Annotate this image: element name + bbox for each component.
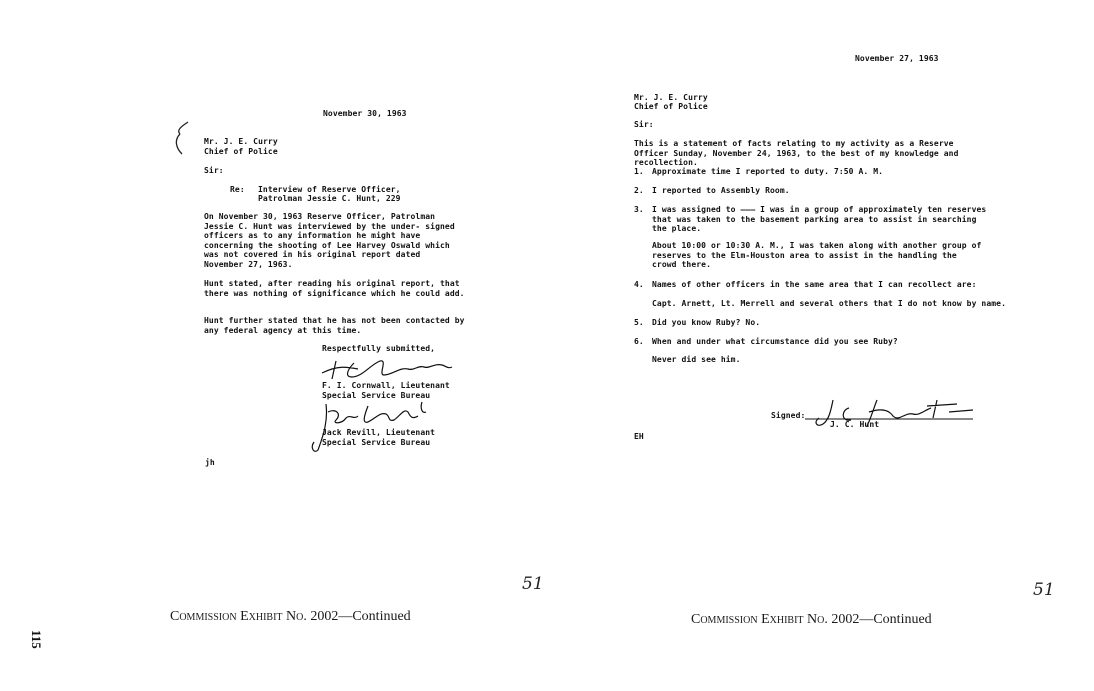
list-item-number: 4. bbox=[634, 280, 644, 289]
right-letter-page bbox=[547, 0, 1094, 691]
list-item-text: I was assigned to ——— I was in a group of approximately ten reserves that was taken to the basement parking area to assist in searching the place. bbox=[652, 205, 987, 233]
list-item-text: Approximate time I reported to duty. 7:50 A. M. bbox=[652, 167, 884, 176]
list-item-number: 6. bbox=[634, 337, 644, 346]
exhibit-caption bbox=[691, 612, 932, 628]
letter-date: November 30, 1963 bbox=[323, 109, 407, 118]
paragraph-3: Hunt further stated that he has not been contacted by any federal agency at this time. bbox=[204, 316, 465, 335]
addressee-title: Chief of Police bbox=[204, 147, 278, 156]
closing: Respectfully submitted, bbox=[322, 344, 436, 353]
signer-2-unit: Special Service Bureau bbox=[322, 438, 431, 447]
list-item-continuation: Never did see him. bbox=[652, 355, 741, 364]
signer-name: J. C. Hunt bbox=[830, 420, 880, 429]
list-item-text: Did you know Ruby? No. bbox=[652, 318, 761, 327]
exhibit-caption bbox=[170, 609, 411, 625]
caption-prefix: Commission Exhibit No. bbox=[170, 609, 307, 624]
signed-label: Signed: bbox=[771, 411, 806, 420]
caption-prefix: Commission Exhibit No. bbox=[691, 612, 828, 627]
signature-cornwall bbox=[318, 355, 458, 383]
typist-initials: jh bbox=[205, 458, 215, 467]
handwritten-page-number: 51 bbox=[1033, 580, 1055, 600]
addressee-title: Chief of Police bbox=[634, 102, 708, 111]
intro-paragraph: This is a statement of facts relating to my activity as a Reserve Officer Sunday, November 24, 1963, to the best of my knowledge and recollection. bbox=[634, 139, 959, 167]
list-item-number: 1. bbox=[634, 167, 644, 176]
re-line-1: Interview of Reserve Officer, bbox=[258, 185, 401, 194]
signer-1-unit: Special Service Bureau bbox=[322, 391, 431, 400]
salutation: Sir: bbox=[634, 120, 654, 129]
caption-suffix: 2002—Continued bbox=[310, 609, 411, 624]
caption-suffix: 2002—Continued bbox=[831, 612, 932, 627]
salutation: Sir: bbox=[204, 166, 224, 175]
list-item-text: Names of other officers in the same area that I can recollect are: bbox=[652, 280, 977, 289]
paragraph-1: On November 30, 1963 Reserve Officer, Patrolman Jessie C. Hunt was interviewed by the under- signed officers as to any information he might have concerning the shooting of Lee Harvey Oswald which was not covered in his original report dated November 27, 1963. bbox=[204, 212, 455, 269]
addressee-name: Mr. J. E. Curry bbox=[204, 137, 278, 146]
list-item-number: 3. bbox=[634, 205, 644, 214]
re-label: Re: bbox=[230, 185, 245, 194]
list-item-text: When and under what circumstance did you see Ruby? bbox=[652, 337, 898, 346]
list-item-number: 2. bbox=[634, 186, 644, 195]
list-item-number: 5. bbox=[634, 318, 644, 327]
list-item-continuation: About 10:00 or 10:30 A. M., I was taken along with another group of reserves to the Elm-Houston area to assist in the handling the crowd there. bbox=[652, 241, 982, 269]
re-line-2: Patrolman Jessie C. Hunt, 229 bbox=[258, 194, 401, 203]
typist-initials: EH bbox=[634, 432, 644, 441]
signer-1-name: F. I. Cornwall, Lieutenant bbox=[322, 381, 450, 390]
letter-date: November 27, 1963 bbox=[855, 54, 939, 63]
signer-2-name: Jack Revill, Lieutenant bbox=[322, 428, 436, 437]
paragraph-2: Hunt stated, after reading his original report, that there was nothing of significance which he could add. bbox=[204, 279, 465, 298]
list-item-continuation: Capt. Arnett, Lt. Merrell and several others that I do not know by name. bbox=[652, 299, 1006, 308]
book-page-number: 115 bbox=[29, 630, 44, 649]
addressee-name: Mr. J. E. Curry bbox=[634, 93, 708, 102]
list-item-text: I reported to Assembly Room. bbox=[652, 186, 790, 195]
margin-bracket-mark bbox=[172, 120, 192, 158]
handwritten-page-number: 51 bbox=[522, 574, 544, 594]
